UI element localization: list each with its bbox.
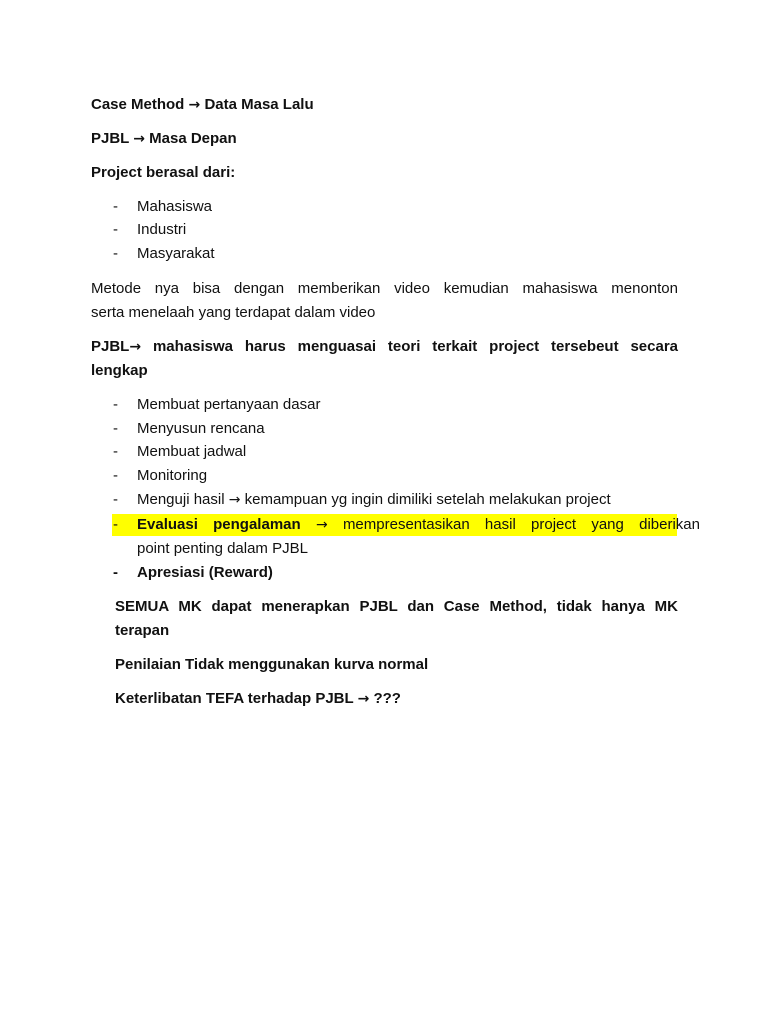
pjbl-prefix: PJBL <box>91 338 130 355</box>
arrow-icon: → <box>357 691 370 707</box>
arrow-icon: → <box>315 517 328 533</box>
step-item-highlighted <box>137 515 700 535</box>
list-bullet: - <box>113 420 118 437</box>
method-paragraph-line2: serta menelaah yang terdapat dalam video <box>91 304 376 321</box>
list-bullet: - <box>113 198 118 215</box>
list-item: Mahasiswa <box>137 198 213 215</box>
arrow-icon: → <box>228 492 241 508</box>
step-item: Membuat pertanyaan dasar <box>137 396 321 413</box>
semua-mk-line1: SEMUA MK dapat menerapkan PJBL dan Case Method, tidak hanya MK <box>115 598 678 615</box>
list-bullet: - <box>113 516 118 533</box>
arrow-icon: → <box>188 97 201 113</box>
case-method-label: Case Method <box>91 96 185 113</box>
method-paragraph-line1: Metode nya bisa dengan memberikan video kemudian mahasiswa menonton <box>91 280 678 297</box>
pjbl-value: Masa Depan <box>149 130 237 147</box>
list-bullet: - <box>113 245 118 262</box>
step-item: Menyusun rencana <box>137 420 265 437</box>
step-item: Membuat jadwal <box>137 443 247 460</box>
list-bullet: - <box>113 396 118 413</box>
arrow-icon: → <box>133 131 145 147</box>
penilaian-line: Penilaian Tidak menggunakan kurva normal <box>115 656 429 673</box>
tefa-value: ??? <box>373 690 401 707</box>
list-bullet: - <box>113 564 118 581</box>
list-bullet: - <box>113 491 118 508</box>
case-method-value: Data Masa Lalu <box>204 96 314 113</box>
step-item: Apresiasi (Reward) <box>137 564 273 581</box>
step-text: Menguji hasil <box>137 491 225 508</box>
list-bullet: - <box>113 467 118 484</box>
step-item: Monitoring <box>137 467 208 484</box>
pjbl-label: PJBL <box>91 130 130 147</box>
tefa-line <box>115 689 401 709</box>
semua-mk-line2: terapan <box>115 622 170 639</box>
list-bullet: - <box>113 221 118 238</box>
project-from-heading: Project berasal dari: <box>91 164 236 181</box>
step-text: mempresentasikan hasil project yang diberikan <box>342 516 700 533</box>
step-bold-text: Evaluasi pengalaman <box>137 516 301 533</box>
pjbl-paragraph-line2: lengkap <box>91 362 148 379</box>
list-item: Industri <box>137 221 187 238</box>
arrow-icon: → <box>129 339 142 355</box>
step-text: kemampuan yg ingin dimiliki setelah melakukan project <box>244 491 611 508</box>
tefa-label: Keterlibatan TEFA terhadap PJBL <box>115 690 354 707</box>
pjbl-paragraph-text: mahasiswa harus menguasai teori terkait project tersebeut secara <box>141 338 678 355</box>
step-item-continuation: point penting dalam PJBL <box>137 540 308 557</box>
pjbl-paragraph-line1 <box>91 337 678 357</box>
case-method-line <box>91 95 314 115</box>
list-bullet: - <box>113 443 118 460</box>
pjbl-line <box>91 129 237 149</box>
list-item: Masyarakat <box>137 245 215 262</box>
step-item <box>137 490 611 510</box>
